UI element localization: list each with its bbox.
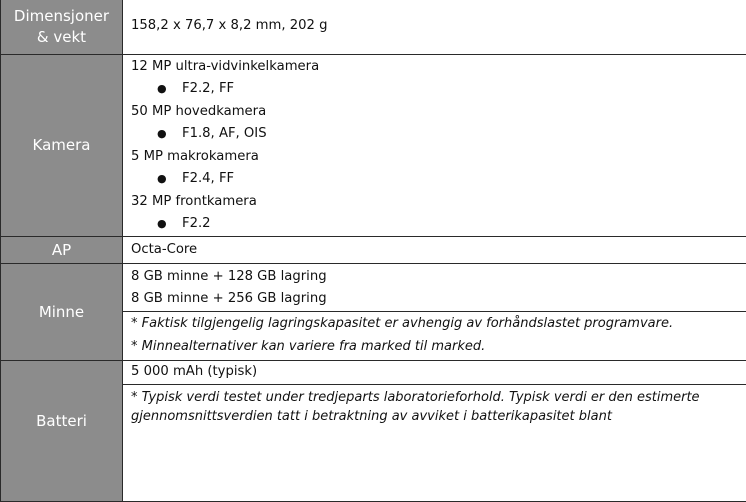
row-dimensions: [1, 0, 746, 55]
row-camera: [1, 55, 746, 237]
camera-spec-bullet: [123, 213, 746, 236]
bullet-icon: ●: [157, 123, 182, 146]
memory-option: 8 GB minne + 128 GB lagring: [123, 266, 746, 289]
camera-line: 32 MP frontkamera: [123, 191, 746, 214]
camera-spec-text: F1.8, AF, OIS: [182, 126, 267, 141]
memory-note: * Faktisk tilgjengelig lagringskapasitet er avhengig av forhåndslastet programvare.: [123, 312, 746, 336]
memory-value-cell: [123, 264, 746, 361]
camera-label-cell: [1, 55, 123, 237]
memory-label-cell: [1, 264, 123, 361]
camera-spec-text: F2.4, FF: [182, 171, 234, 186]
camera-line: 12 MP ultra-vidvinkelkamera: [123, 56, 746, 79]
ap-label-cell: [1, 237, 123, 264]
battery-value: 5 000 mAh (typisk): [123, 361, 746, 384]
battery-notes-divider: [123, 384, 746, 426]
camera-spec-bullet: [123, 168, 746, 191]
dimensions-label-cell: [1, 0, 123, 55]
camera-spec-bullet: [123, 78, 746, 101]
row-memory: [1, 264, 746, 361]
row-ap: [1, 237, 746, 264]
dimensions-value-cell: [123, 0, 746, 55]
camera-spec-text: F2.2: [182, 216, 211, 231]
camera-line: 5 MP makrokamera: [123, 146, 746, 169]
dimensions-value: 158,2 x 76,7 x 8,2 mm, 202 g: [123, 9, 746, 38]
battery-label: Batteri: [1, 361, 122, 432]
memory-note: * Minnealternativer kan variere fra marked til marked.: [123, 335, 746, 359]
bullet-icon: ●: [157, 213, 182, 236]
ap-label: AP: [52, 241, 71, 259]
dimensions-label-line1: Dimensjoner: [1, 0, 122, 27]
battery-note: * Typisk verdi testet under tredjeparts laboratorieforhold. Typisk verdi er den estimerte gjennomsnittsverdien tatt i betraktning av avviket i batterikapasitet blant: [123, 385, 746, 426]
battery-value-cell: [123, 361, 746, 502]
camera-spec-bullet: [123, 123, 746, 146]
camera-spec-text: F2.2, FF: [182, 81, 234, 96]
memory-option: 8 GB minne + 256 GB lagring: [123, 288, 746, 311]
ap-value: Octa-Core: [123, 239, 746, 262]
bullet-icon: ●: [157, 168, 182, 191]
camera-value-cell: [123, 55, 746, 237]
row-battery: [1, 361, 746, 502]
bullet-icon: ●: [157, 78, 182, 101]
camera-line: 50 MP hovedkamera: [123, 101, 746, 124]
memory-label: Minne: [39, 303, 84, 321]
memory-notes-divider: [123, 311, 746, 359]
ap-value-cell: [123, 237, 746, 264]
battery-label-cell: [1, 361, 123, 502]
dimensions-label-line2: & vekt: [1, 27, 122, 48]
camera-label: Kamera: [33, 136, 91, 154]
